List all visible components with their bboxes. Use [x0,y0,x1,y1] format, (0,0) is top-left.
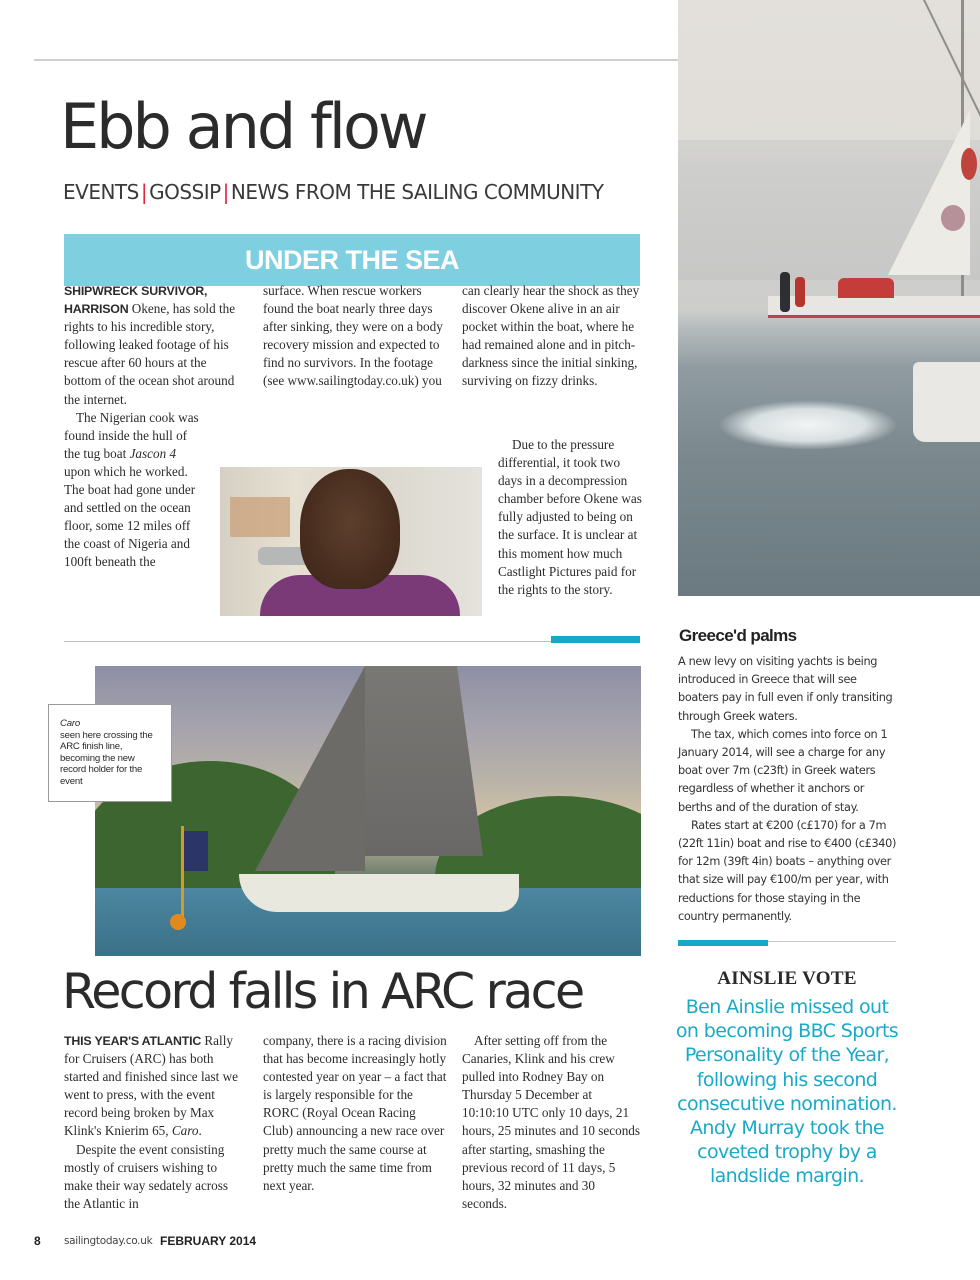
ainslie-heading: AINSLIE VOTE [717,968,857,989]
greece-paragraph: A new levy on visiting yachts is being introduced in Greece that will see boaters pay in full even if only transiting through Greek waters. [678,655,893,723]
article1-text: The Nigerian cook was found inside the hull of the tug boat [64,409,199,461]
section-banner [64,234,640,286]
article2-text: . [198,1123,202,1139]
section-divider-accent [551,636,640,643]
photo-crew [795,277,805,307]
page-title: Ebb and flow [60,90,426,163]
article1-column3 [462,282,642,391]
sail-logo-pink [941,205,965,231]
article2-text: After setting off from the Canaries, Klink and his crew pulled into Rodney Bay on Thursday 5 December at 10:10:10 UTC only 10 days, 21 hours, 25 minutes and 10 seconds after starting, smashing the previous record of 11 days, 5 hours, 32 minutes and 30 seconds. [462,1033,641,1211]
article1-text: surface. When rescue workers found the boat nearly three days after sinking, they were on a body recovery mission and expected to find no survivors. In the footage (see www.sailingtoday.co.uk) you [263,283,443,389]
photo-wave-splash [718,400,898,450]
article1-paragraph [64,282,246,409]
sidebar-divider-accent [678,940,768,946]
article2-column1 [64,1032,246,1213]
article2-text: Rally for Cruisers (ARC) has both started and finished since last we went to press, with the event record being broken by Max Klink's Knierim 65, [64,1033,238,1139]
photo-caption-text [60,718,161,788]
subtitle-separator: | [222,180,229,204]
article2-headline: Record falls in ARC race [62,963,583,1020]
caption-boat-name: Caro [60,718,80,729]
article2-column3 [462,1032,642,1213]
greece-headline: Greece'd palms [679,626,797,645]
article2-text: company, there is a racing division that has become increasingly hotly contested year on year – a fact that is largely responsible for the RORC (Royal Ocean Racing Club) announcing a new race over pretty much the same course at pretty much the same time from next year. [263,1033,447,1193]
top-rule [34,59,680,61]
article1-paragraph [64,409,204,572]
article1-column3-continued [498,436,644,599]
article2-paragraph: Despite the event consisting mostly of cruisers wishing to make their way sedately across the Atlantic in [64,1141,229,1211]
arc-finish-photo [95,666,641,956]
footer-issue-date: FEBRUARY 2014 [160,1234,257,1248]
photo-face [300,469,400,589]
ainslie-pullquote: Ben Ainslie missed out on becoming BBC Sports Personality of the Year, following his second consecutive nomination. Andy Murray took the coveted trophy by a landslide margin. [675,996,899,1188]
subtitle-news: NEWS FROM THE SAILING COMMUNITY [230,180,604,204]
photo-jib [255,666,365,871]
boat-name: Caro [171,1123,199,1139]
photo-canopy [838,278,894,298]
photo-caption [48,704,172,802]
article1-column2 [263,282,448,391]
photo-mainsail [365,666,483,856]
subtitle-events: EVENTS [63,180,139,204]
survivor-portrait-photo [220,467,482,616]
photo-hull [239,874,519,912]
article2-column2 [263,1032,448,1195]
page-number: 8 [34,1234,41,1248]
photo-crew [780,272,790,312]
subtitle-separator: | [140,180,148,204]
article1-text: upon which he worked. The boat had gone under and settled on the ocean floor, some 12 miles off the coast of Nigeria and 100ft beneath the [64,463,196,570]
greece-paragraph: The tax, which comes into force on 1 January 2014, will see a charge for any boat over 7m (c23ft) in Greek waters regardless of whether it anchors or berths and of the duration of stay. [678,727,888,814]
photo-sail [888,110,970,275]
article1-text: Due to the pressure differential, it took two days in a decompression chamber before Okene was fully adjusted to being on the surface. It is unclear at this moment how much Castlight Pictures paid for the rights to the story. [498,437,642,597]
footer-site-link[interactable]: sailingtoday.co.uk [64,1235,153,1247]
subtitle-gossip: GOSSIP [149,180,221,204]
greece-paragraph: Rates start at €200 (c£170) for a 7m (22ft 11in) boat and rise to €400 (c£340) for 12m (39ft 4in) boats – anything over that size will pay €100/m per year, with reductions for those staying in the country permanently. [678,818,897,923]
section-subtitle [63,180,604,204]
greece-body [678,653,900,926]
article2-paragraph [64,1032,246,1141]
article1-lead: SHIPWRECK SURVIVOR, HARRISON [64,284,208,317]
yacht-race-photo [678,0,980,596]
article1-column1 [64,282,246,572]
section-banner-label: UNDER THE SEA [244,244,460,275]
caption-text: seen here crossing the ARC finish line, becoming the new record holder for the event [60,729,153,787]
boat-name: Jascon 4 [129,445,177,461]
sail-logo-red [961,148,977,180]
article1-text: Okene, has sold the rights to his incredible story, following leaked footage of his rescue after 60 hours at the bottom of the ocean shot around the internet. [64,301,236,407]
article1-text: can clearly hear the shock as they discover Okene alive in an air pocket within the boat, where he had remained alone and in pitch-darkness since the initial sinking, surviving on fizzy drinks. [462,283,640,389]
photo-flag [184,831,208,871]
photo-buoy [170,914,186,930]
article2-lead: THIS YEAR'S ATLANTIC [64,1034,202,1048]
photo-hull [913,362,980,442]
photo-building [230,497,290,537]
